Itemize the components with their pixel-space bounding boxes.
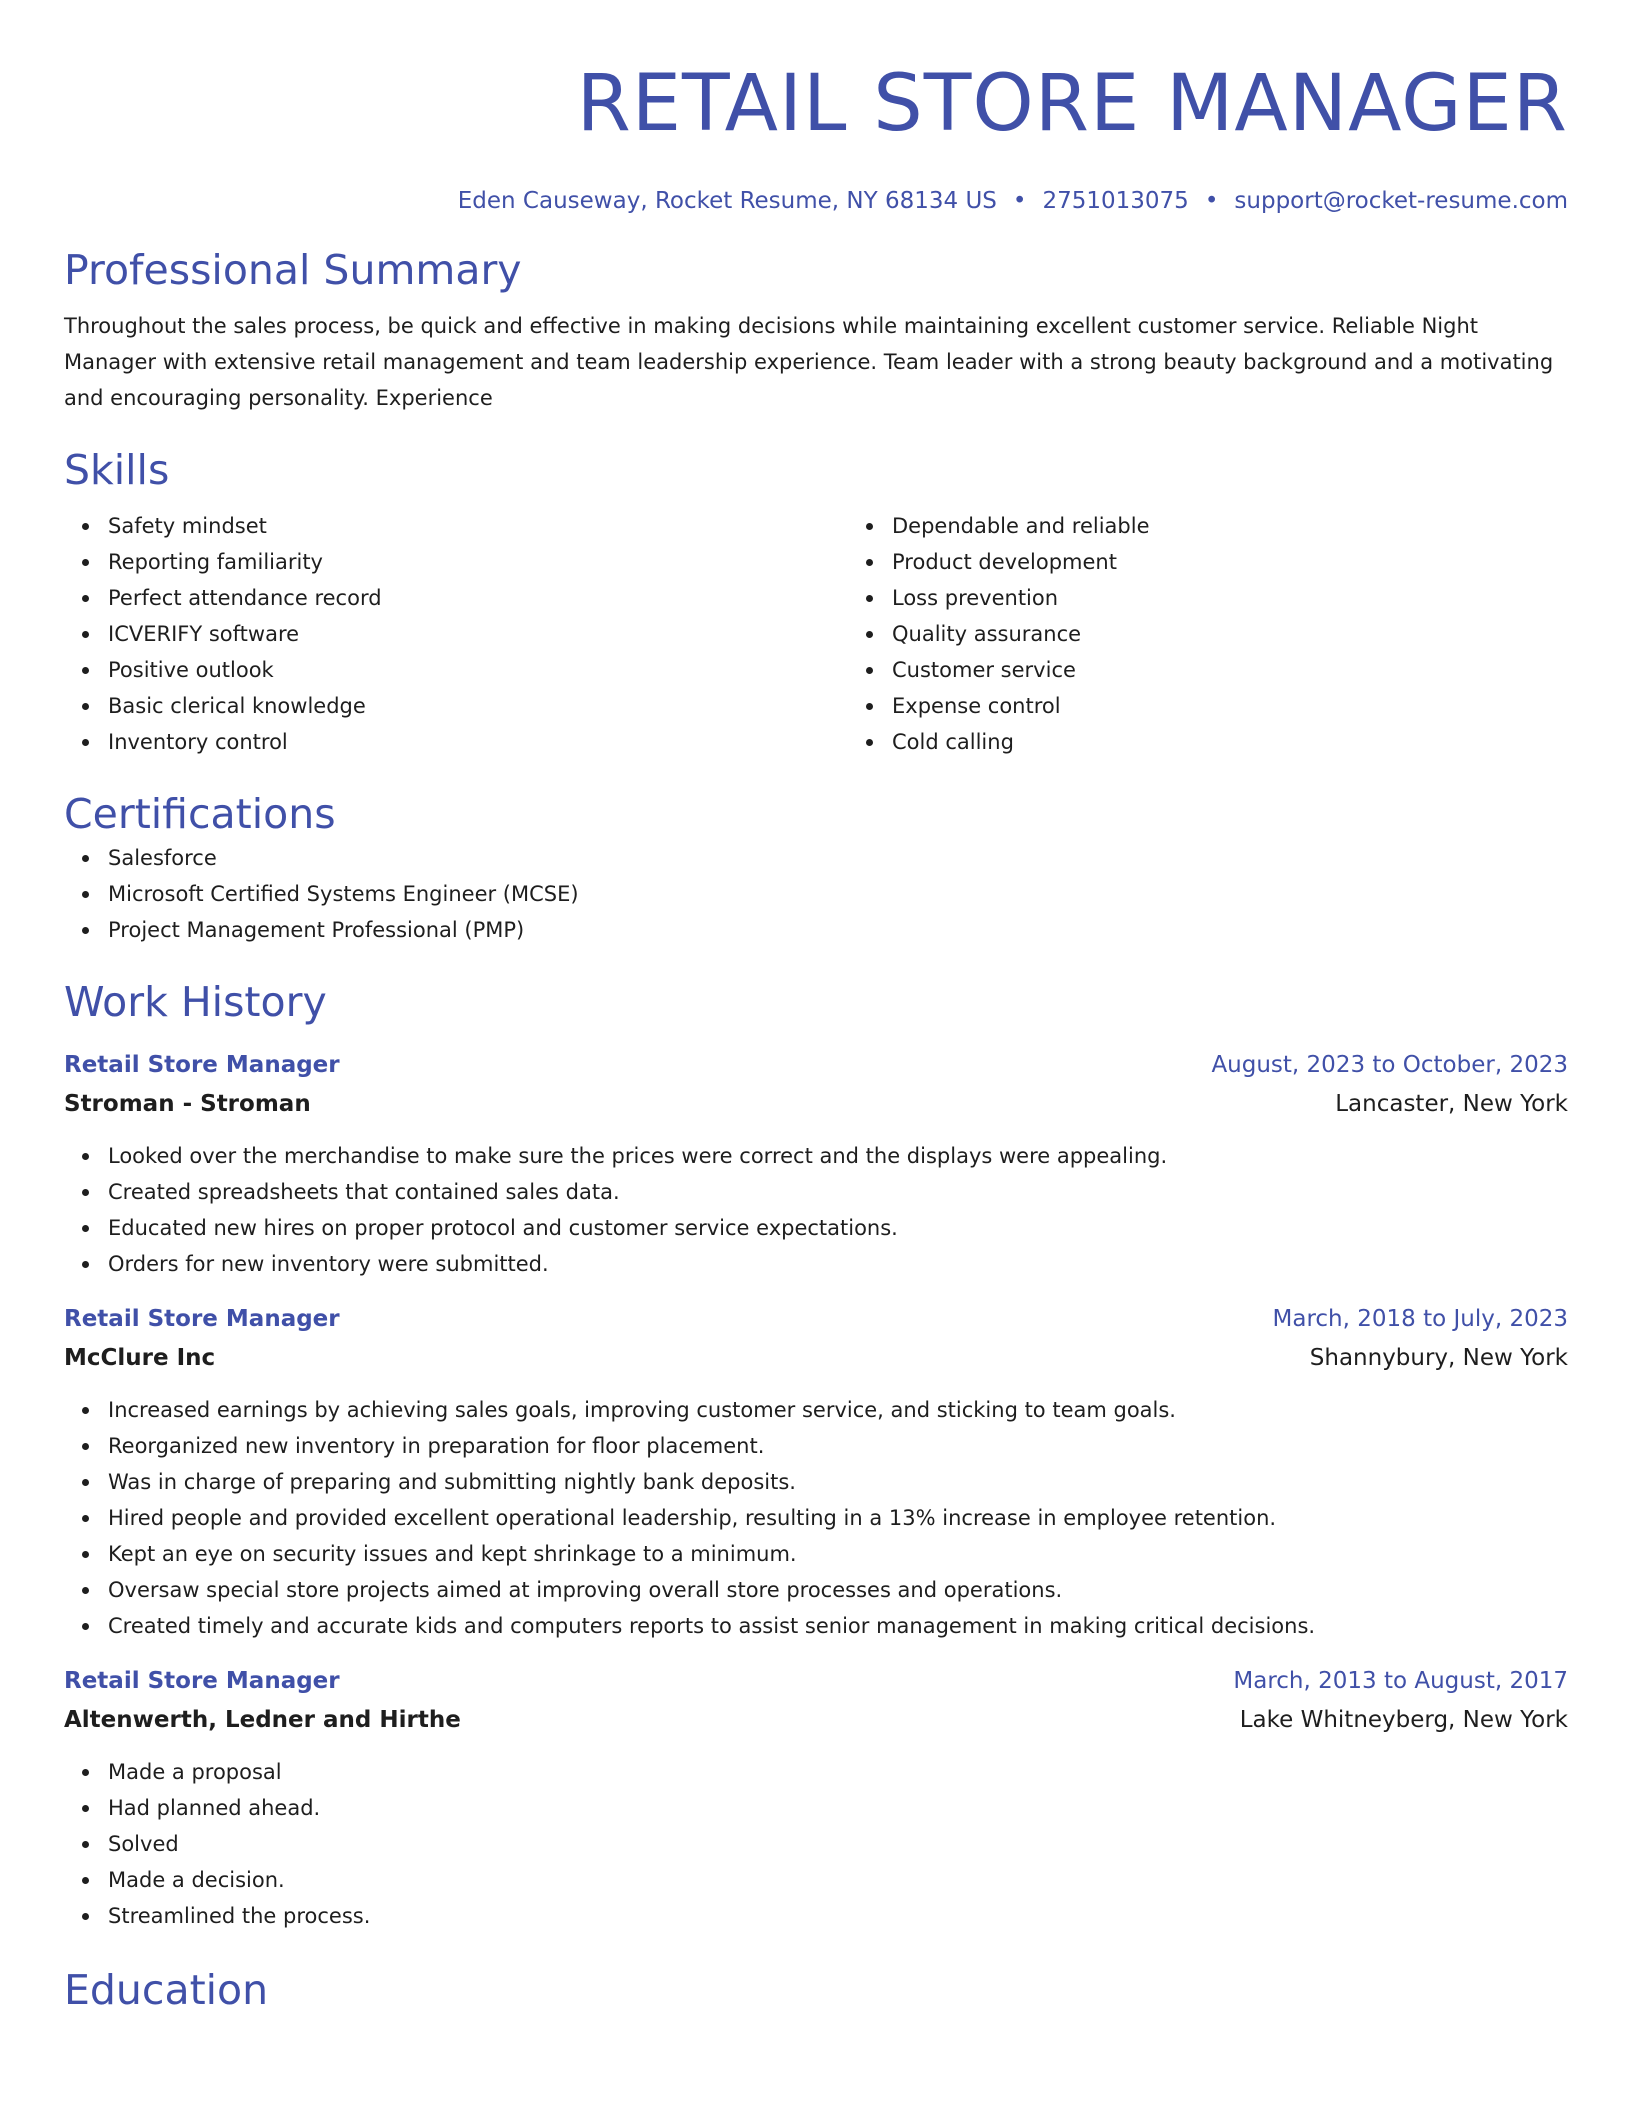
certification-item: Microsoft Certified Systems Engineer (MCSE): [108, 876, 1568, 912]
summary-heading: Professional Summary: [64, 246, 522, 294]
summary-text: Throughout the sales process, be quick and effective in making decisions while maintaining excellent customer service. Reliable Night Manager with extensive retail management and team leadership experience. Team leader with a strong beauty background and a motivating and encouraging personality. Experience: [64, 314, 1554, 410]
skill-item: Cold calling: [892, 724, 1150, 760]
contact-phone: 2751013075: [1042, 188, 1189, 214]
contact-address: Eden Causeway, Rocket Resume, NY 68134 US: [457, 188, 997, 214]
skill-item: Customer service: [892, 652, 1150, 688]
job-company: McClure Inc: [64, 1345, 216, 1371]
job-company: Altenwerth, Ledner and Hirthe: [64, 1707, 461, 1733]
job-dates: March, 2018 to July, 2023: [1272, 1306, 1568, 1332]
job-dates: August, 2023 to October, 2023: [1211, 1052, 1568, 1078]
job-duties-list: [64, 1392, 1568, 1644]
skill-item: Quality assurance: [892, 616, 1150, 652]
skill-item: Inventory control: [108, 724, 848, 760]
job-role: Retail Store Manager: [64, 1052, 340, 1078]
job-header-row: [64, 1046, 1568, 1084]
job-entry: [64, 1300, 1568, 1644]
skill-item: Loss prevention: [892, 580, 1150, 616]
job-header-row: [64, 1300, 1568, 1338]
skills-grid: [64, 508, 1568, 760]
job-duty: Kept an eye on security issues and kept shrinkage to a minimum.: [108, 1536, 1568, 1572]
job-entry: [64, 1662, 1568, 1934]
job-company-row: [64, 1700, 1568, 1740]
job-duty: Oversaw special store projects aimed at improving overall store processes and operations.: [108, 1572, 1568, 1608]
job-company: Stroman - Stroman: [64, 1091, 311, 1117]
job-duties-list: [64, 1754, 1568, 1934]
certifications-heading: Certifications: [64, 790, 336, 838]
job-dates: March, 2013 to August, 2017: [1233, 1668, 1568, 1694]
contact-email: support@rocket-resume.com: [1234, 188, 1568, 214]
job-role: Retail Store Manager: [64, 1668, 340, 1694]
skill-item: Reporting familiarity: [108, 544, 848, 580]
job-location: Lake Whitneyberg, New York: [1239, 1707, 1568, 1733]
job-duty: Created spreadsheets that contained sales data.: [108, 1174, 1568, 1210]
job-duty: Created timely and accurate kids and computers reports to assist senior management in making critical decisions.: [108, 1608, 1568, 1644]
job-duty: Reorganized new inventory in preparation for floor placement.: [108, 1428, 1568, 1464]
skills-heading: Skills: [64, 446, 170, 494]
job-duty: Had planned ahead.: [108, 1790, 1568, 1826]
work-history-heading: Work History: [64, 978, 327, 1026]
job-entry: [64, 1046, 1568, 1282]
job-company-row: [64, 1084, 1568, 1124]
contact-line: [64, 186, 1568, 216]
job-duty: Increased earnings by achieving sales goals, improving customer service, and sticking to team goals.: [108, 1392, 1568, 1428]
skill-item: ICVERIFY software: [108, 616, 848, 652]
job-location: Lancaster, New York: [1335, 1091, 1568, 1117]
job-company-row: [64, 1338, 1568, 1378]
job-duty: Looked over the merchandise to make sure the prices were correct and the displays were appealing.: [108, 1138, 1568, 1174]
job-role: Retail Store Manager: [64, 1306, 340, 1332]
certification-item: Salesforce: [108, 840, 1568, 876]
job-duty: Hired people and provided excellent operational leadership, resulting in a 13% increase in employee retention.: [108, 1500, 1568, 1536]
skill-item: Positive outlook: [108, 652, 848, 688]
job-duty: Made a proposal: [108, 1754, 1568, 1790]
certification-item: Project Management Professional (PMP): [108, 912, 1568, 948]
job-duties-list: [64, 1138, 1568, 1282]
contact-separator: •: [1204, 188, 1219, 214]
job-location: Shannybury, New York: [1309, 1345, 1568, 1371]
job-duty: Streamlined the process.: [108, 1898, 1568, 1934]
education-heading: Education: [64, 1966, 269, 2014]
skill-item: Perfect attendance record: [108, 580, 848, 616]
skills-list-right: [848, 508, 1150, 760]
skill-item: Expense control: [892, 688, 1150, 724]
job-duty: Was in charge of preparing and submitting nightly bank deposits.: [108, 1464, 1568, 1500]
job-duty: Solved: [108, 1826, 1568, 1862]
skill-item: Safety mindset: [108, 508, 848, 544]
job-duty: Orders for new inventory were submitted.: [108, 1246, 1568, 1282]
contact-separator: •: [1012, 188, 1027, 214]
job-duty: Educated new hires on proper protocol and customer service expectations.: [108, 1210, 1568, 1246]
job-duty: Made a decision.: [108, 1862, 1568, 1898]
certifications-list: [64, 840, 1568, 948]
job-header-row: [64, 1662, 1568, 1700]
skill-item: Basic clerical knowledge: [108, 688, 848, 724]
resume-title: RETAIL STORE MANAGER: [576, 59, 1568, 149]
skills-list-left: [64, 508, 848, 760]
skill-item: Product development: [892, 544, 1150, 580]
skill-item: Dependable and reliable: [892, 508, 1150, 544]
